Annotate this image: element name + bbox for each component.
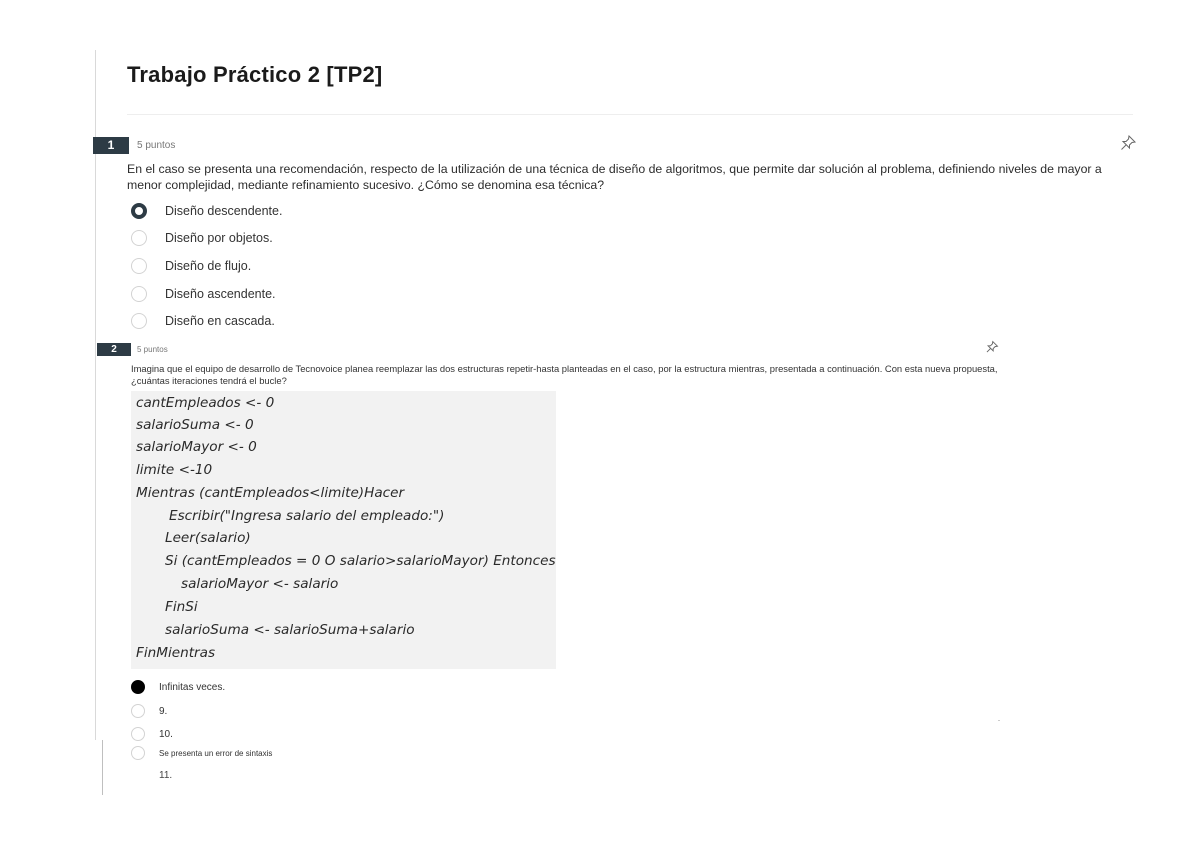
question-number-2: 2: [97, 343, 131, 356]
answer-label: 11.: [159, 770, 173, 781]
question-points-1: 5 puntos: [137, 140, 176, 151]
code-line: Escribir("Ingresa salario del empleado:"): [169, 508, 445, 524]
left-border-lower: [102, 740, 103, 795]
code-line: cantEmpleados <- 0: [136, 395, 275, 411]
answer-label: Diseño por objetos.: [165, 231, 273, 245]
answer-option[interactable]: [131, 230, 273, 246]
question-text-1: En el caso se presenta una recomendación, respecto de la utilización de una técnica de diseño de algoritmos, que permite dar solución al problema, definiendo niveles de mayor a menor complejidad, mediante refinamiento sucesivo. ¿Cómo se denomina esa técnica?: [127, 162, 1102, 192]
answer-option[interactable]: [131, 286, 276, 302]
answer-label: Diseño descendente.: [165, 204, 283, 218]
code-line: salarioMayor <- 0: [136, 439, 257, 455]
radio-button[interactable]: [131, 727, 145, 741]
radio-button-selected[interactable]: [131, 680, 145, 694]
code-line: Mientras (cantEmpleados<limite)Hacer: [136, 485, 405, 501]
code-line: salarioSuma <- 0: [136, 417, 254, 433]
code-line: salarioSuma <- salarioSuma+salario: [165, 622, 415, 638]
code-line: Si (cantEmpleados = 0 O salario>salarioMayor) Entonces: [165, 553, 556, 569]
page-title: Trabajo Práctico 2 [TP2]: [127, 62, 383, 87]
answer-option[interactable]: [131, 704, 167, 718]
code-line: limite <-10: [136, 462, 213, 478]
code-line: salarioMayor <- salario: [181, 576, 339, 592]
answer-label: 10.: [159, 728, 173, 740]
answer-label: Diseño en cascada.: [165, 314, 275, 328]
answer-label: Diseño ascendente.: [165, 287, 276, 301]
radio-button-selected[interactable]: [131, 203, 147, 219]
radio-button[interactable]: [131, 230, 147, 246]
question-text-2: Imagina que el equipo de desarrollo de Tecnovoice planea reemplazar las dos estructuras repetir-hasta planteadas en el caso, por la estructura mientras, presentada a continuación. Con esta nueva propuesta, ¿cuántas iteraciones tendrá el bucle?: [131, 363, 998, 386]
answer-option[interactable]: [131, 727, 173, 741]
answer-option[interactable]: [131, 680, 225, 694]
answer-label: Diseño de flujo.: [165, 259, 252, 273]
answer-option[interactable]: [131, 203, 282, 219]
answer-label: Infinitas veces.: [159, 681, 226, 693]
title-divider: [127, 114, 1133, 115]
code-line: FinSi: [165, 599, 198, 615]
answer-option[interactable]: [131, 313, 275, 329]
question-number-1: 1: [93, 137, 129, 154]
pin-icon[interactable]: [1119, 134, 1137, 152]
code-block: [131, 391, 556, 669]
radio-button[interactable]: [131, 704, 145, 718]
pin-icon[interactable]: [985, 340, 999, 354]
answer-option[interactable]: [131, 746, 272, 760]
answer-label: Se presenta un error de sintaxis: [159, 748, 273, 758]
radio-button[interactable]: [131, 286, 147, 302]
code-line: FinMientras: [136, 645, 216, 661]
question-points-2: 5 puntos: [137, 345, 168, 354]
radio-button[interactable]: [131, 313, 147, 329]
radio-button[interactable]: [131, 258, 147, 274]
radio-button[interactable]: [131, 746, 145, 760]
decorative-dot: [998, 720, 1000, 721]
answer-option[interactable]: [131, 258, 251, 274]
answer-label: 9.: [159, 705, 168, 717]
code-line: Leer(salario): [165, 530, 251, 546]
